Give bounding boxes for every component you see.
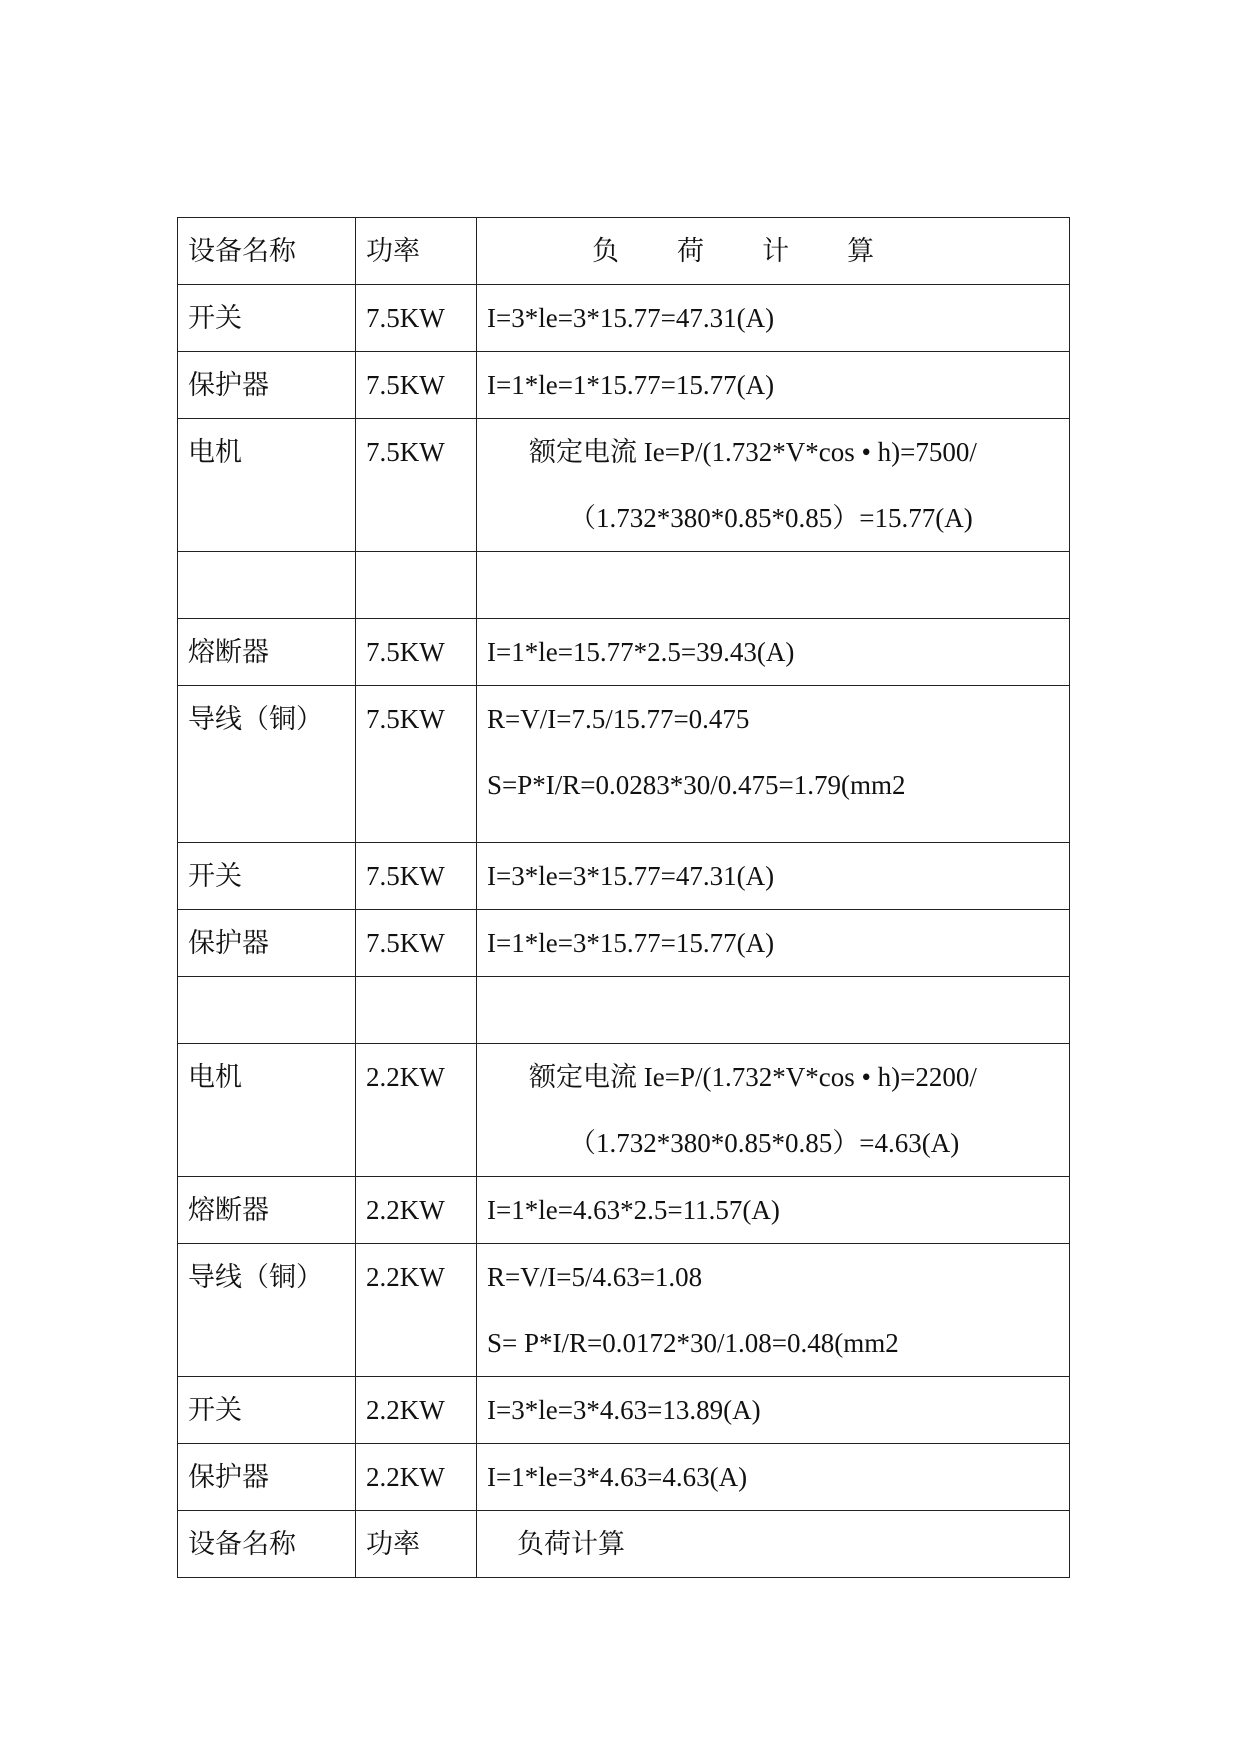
- table-row: [178, 619, 1070, 686]
- power-cell: 功率: [356, 218, 477, 285]
- calc-line: R=V/I=5/4.63=1.08: [487, 1262, 703, 1292]
- device-name-cell: 开关: [178, 285, 356, 352]
- load-calc-cell: [477, 843, 1070, 910]
- power-cell: [356, 552, 477, 619]
- power-cell: 7.5KW: [356, 352, 477, 419]
- power-cell: 7.5KW: [356, 619, 477, 686]
- table-row: [178, 1444, 1070, 1511]
- load-calc-cell: [477, 619, 1070, 686]
- device-name-cell: 设备名称: [178, 1511, 356, 1578]
- calc-line: 额定电流 Ie=P/(1.732*V*cos • h)=7500/: [529, 437, 977, 467]
- load-calculation-table: [177, 217, 1070, 1578]
- table-header-row: [178, 218, 1070, 285]
- table-row: [178, 910, 1070, 977]
- table-body: [178, 218, 1070, 1578]
- load-calc-cell: [477, 1444, 1070, 1511]
- calc-line: I=3*le=3*15.77=47.31(A): [487, 861, 775, 891]
- load-calc-cell: [477, 218, 1070, 285]
- calc-line: S= P*I/R=0.0172*30/1.08=0.48(mm2: [487, 1328, 899, 1358]
- table-row: [178, 285, 1070, 352]
- calc-line: I=1*le=15.77*2.5=39.43(A): [487, 637, 795, 667]
- table-row: [178, 977, 1070, 1044]
- load-calc-cell: [477, 910, 1070, 977]
- power-cell: 2.2KW: [356, 1177, 477, 1244]
- power-cell: 2.2KW: [356, 1244, 477, 1377]
- device-name-cell: 导线（铜）: [178, 686, 356, 843]
- power-cell: 2.2KW: [356, 1044, 477, 1177]
- power-cell: 7.5KW: [356, 285, 477, 352]
- device-name-cell: [178, 552, 356, 619]
- device-name-cell: 保护器: [178, 352, 356, 419]
- power-cell: 功率: [356, 1511, 477, 1578]
- table-row: [178, 1177, 1070, 1244]
- power-cell: 7.5KW: [356, 910, 477, 977]
- calc-line: I=1*le=4.63*2.5=11.57(A): [487, 1195, 780, 1225]
- device-name-cell: 导线（铜）: [178, 1244, 356, 1377]
- calc-line: I=3*le=3*4.63=13.89(A): [487, 1395, 761, 1425]
- power-cell: 7.5KW: [356, 843, 477, 910]
- load-calc-cell: [477, 552, 1070, 619]
- load-calc-cell: [477, 686, 1070, 843]
- table-row: [178, 686, 1070, 843]
- calc-line: （1.732*380*0.85*0.85）=4.63(A): [569, 1128, 960, 1158]
- table-row: [178, 1377, 1070, 1444]
- device-name-cell: 熔断器: [178, 619, 356, 686]
- load-calc-cell: [477, 1511, 1070, 1578]
- power-cell: 2.2KW: [356, 1444, 477, 1511]
- load-calc-cell: [477, 419, 1070, 552]
- table-row: [178, 419, 1070, 552]
- load-calc-cell: [477, 1377, 1070, 1444]
- load-calc-cell: [477, 977, 1070, 1044]
- load-calc-cell: [477, 1044, 1070, 1177]
- device-name-cell: 保护器: [178, 910, 356, 977]
- power-cell: 2.2KW: [356, 1377, 477, 1444]
- calc-line: S=P*I/R=0.0283*30/0.475=1.79(mm2: [487, 770, 906, 800]
- device-name-cell: 开关: [178, 843, 356, 910]
- calc-line: （1.732*380*0.85*0.85）=15.77(A): [569, 503, 973, 533]
- load-calc-cell: [477, 352, 1070, 419]
- load-calc-cell: [477, 1244, 1070, 1377]
- load-calc-cell: [477, 285, 1070, 352]
- table-footer-row: [178, 1511, 1070, 1578]
- calc-line: I=3*le=3*15.77=47.31(A): [487, 303, 775, 333]
- device-name-cell: [178, 977, 356, 1044]
- device-name-cell: 保护器: [178, 1444, 356, 1511]
- calc-line: 负荷计算: [517, 1529, 625, 1559]
- calc-line: I=1*le=3*4.63=4.63(A): [487, 1462, 748, 1492]
- calc-line: R=V/I=7.5/15.77=0.475: [487, 704, 750, 734]
- device-name-cell: 电机: [178, 1044, 356, 1177]
- calc-line: 负 荷 计 算: [592, 236, 900, 266]
- device-name-cell: 熔断器: [178, 1177, 356, 1244]
- power-cell: 7.5KW: [356, 419, 477, 552]
- table-row: [178, 1044, 1070, 1177]
- table-row: [178, 843, 1070, 910]
- table-row: [178, 352, 1070, 419]
- device-name-cell: 设备名称: [178, 218, 356, 285]
- calc-line: I=1*le=3*15.77=15.77(A): [487, 928, 775, 958]
- power-cell: [356, 977, 477, 1044]
- power-cell: 7.5KW: [356, 686, 477, 843]
- table-row: [178, 1244, 1070, 1377]
- calc-line: 额定电流 Ie=P/(1.732*V*cos • h)=2200/: [529, 1062, 977, 1092]
- device-name-cell: 电机: [178, 419, 356, 552]
- load-calc-cell: [477, 1177, 1070, 1244]
- table-row: [178, 552, 1070, 619]
- calc-line: I=1*le=1*15.77=15.77(A): [487, 370, 775, 400]
- device-name-cell: 开关: [178, 1377, 356, 1444]
